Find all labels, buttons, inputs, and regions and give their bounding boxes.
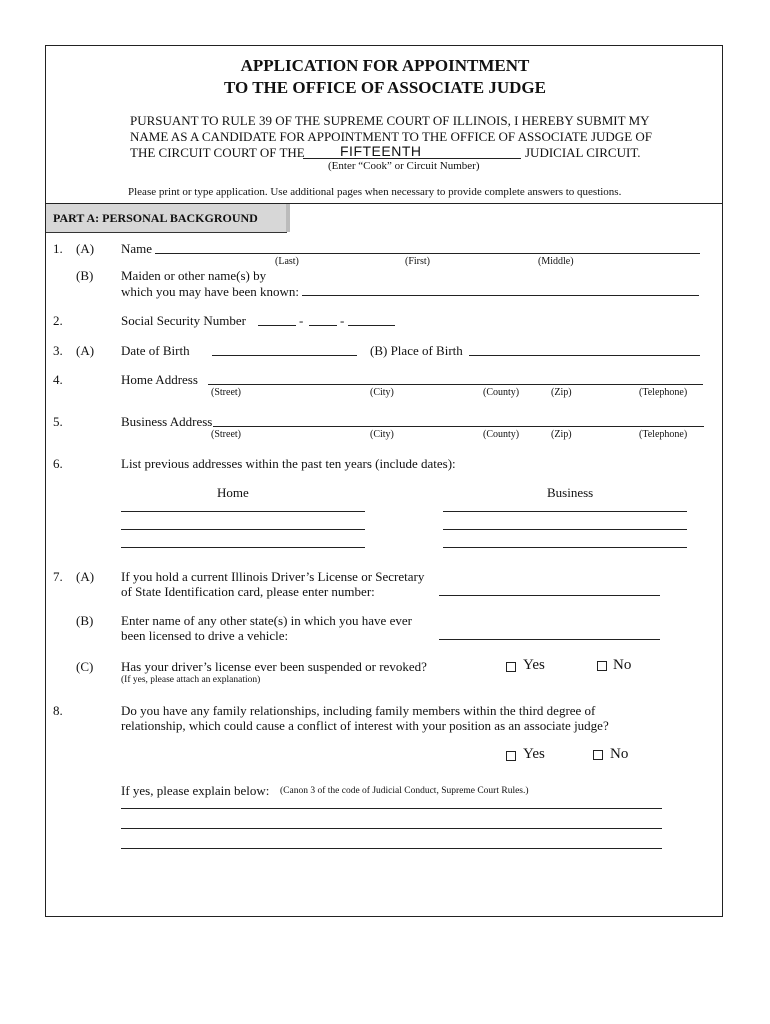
suspended-yes-label: Yes bbox=[523, 657, 545, 673]
q7-b-label: (B) bbox=[76, 613, 94, 628]
other-states-line2: been licensed to drive a vehicle: bbox=[121, 628, 289, 643]
dob-label: Date of Birth bbox=[121, 343, 190, 358]
intro-line1: PURSUANT TO RULE 39 OF THE SUPREME COURT OF ILLINOIS, I HEREBY SUBMIT MY bbox=[130, 113, 650, 128]
home-sub-zip: (Zip) bbox=[551, 387, 572, 398]
previous-addresses-label: List previous addresses within the past ten years (include dates): bbox=[121, 456, 456, 471]
conflict-question-line2: relationship, which could cause a conflict of interest with your position as an associate judge? bbox=[121, 718, 609, 733]
part-a-heading: PART A: PERSONAL BACKGROUND bbox=[53, 211, 258, 225]
previous-business-line-2[interactable] bbox=[443, 529, 687, 530]
q6-number: 6. bbox=[53, 456, 63, 471]
business-sub-zip: (Zip) bbox=[551, 429, 572, 440]
license-number-field[interactable] bbox=[439, 595, 660, 596]
conflict-question-line1: Do you have any family relationships, including family members within the third degree of bbox=[121, 703, 596, 718]
conflict-no-label: No bbox=[610, 746, 629, 762]
name-sub-middle: (Middle) bbox=[538, 256, 574, 267]
explain-label: If yes, please explain below: bbox=[121, 783, 270, 798]
explain-line-2[interactable] bbox=[121, 828, 662, 829]
suspended-question: Has your driver’s license ever been suspended or revoked? bbox=[121, 659, 427, 674]
home-sub-county: (County) bbox=[483, 387, 520, 398]
ssn-field-part2[interactable] bbox=[309, 325, 337, 326]
q1-number: 1. bbox=[53, 241, 63, 256]
business-sub-city: (City) bbox=[370, 429, 394, 440]
q3-a-label: (A) bbox=[76, 343, 95, 358]
pob-field[interactable] bbox=[469, 355, 700, 356]
q1-b-label: (B) bbox=[76, 268, 94, 283]
q5-number: 5. bbox=[53, 414, 63, 429]
suspended-yes-checkbox[interactable] bbox=[506, 662, 516, 672]
instructions: Please print or type application. Use additional pages when necessary to provide complete answers to questions. bbox=[128, 186, 622, 198]
conflict-no-checkbox[interactable] bbox=[593, 750, 603, 760]
license-question-line2: of State Identification card, please enter number: bbox=[121, 584, 375, 599]
other-states-field[interactable] bbox=[439, 639, 660, 640]
intro-line3-suffix: JUDICIAL CIRCUIT. bbox=[525, 145, 641, 160]
name-sub-last: (Last) bbox=[275, 256, 299, 267]
name-sub-first: (First) bbox=[405, 256, 430, 267]
q7-c-label: (C) bbox=[76, 659, 94, 674]
dob-field[interactable] bbox=[212, 355, 357, 356]
q2-number: 2. bbox=[53, 313, 63, 328]
ssn-field-part1[interactable] bbox=[258, 325, 296, 326]
previous-home-line-1[interactable] bbox=[121, 511, 365, 512]
part-a-heading-tab bbox=[286, 204, 290, 232]
license-question-line1: If you hold a current Illinois Driver’s License or Secretary bbox=[121, 569, 425, 584]
home-sub-telephone: (Telephone) bbox=[639, 387, 688, 398]
other-states-line1: Enter name of any other state(s) in which you have ever bbox=[121, 613, 412, 628]
intro-line3-prefix: THE CIRCUIT COURT OF THE bbox=[130, 145, 305, 160]
canon-reference: (Canon 3 of the code of Judicial Conduct, Supreme Court Rules.) bbox=[280, 786, 529, 796]
previous-business-heading: Business bbox=[547, 485, 594, 500]
home-sub-street: (Street) bbox=[211, 387, 241, 398]
q7-number: 7. bbox=[53, 569, 63, 584]
business-address-label: Business Address bbox=[121, 414, 213, 429]
pob-label: (B) Place of Birth bbox=[370, 343, 463, 358]
business-sub-street: (Street) bbox=[211, 429, 241, 440]
ssn-label: Social Security Number bbox=[121, 313, 246, 328]
maiden-label-line2: which you may have been known: bbox=[121, 284, 299, 299]
conflict-yes-label: Yes bbox=[523, 746, 545, 762]
name-field[interactable] bbox=[155, 253, 700, 254]
previous-home-line-3[interactable] bbox=[121, 547, 365, 548]
circuit-hint: (Enter “Cook” or Circuit Number) bbox=[328, 160, 480, 172]
suspended-no-label: No bbox=[613, 657, 632, 673]
ssn-field-part3[interactable] bbox=[348, 325, 395, 326]
business-address-field[interactable] bbox=[213, 426, 704, 427]
conflict-yes-checkbox[interactable] bbox=[506, 751, 516, 761]
previous-home-heading: Home bbox=[217, 485, 249, 500]
form-title-line2: TO THE OFFICE OF ASSOCIATE JUDGE bbox=[224, 78, 546, 97]
previous-home-line-2[interactable] bbox=[121, 529, 365, 530]
q8-number: 8. bbox=[53, 703, 63, 718]
form-title-line1: APPLICATION FOR APPOINTMENT bbox=[240, 56, 530, 75]
explain-line-3[interactable] bbox=[121, 848, 662, 849]
ssn-dash-1: - bbox=[299, 313, 304, 328]
circuit-field-value[interactable]: FIFTEENTH bbox=[340, 143, 422, 159]
previous-business-line-3[interactable] bbox=[443, 547, 687, 548]
intro-line2: NAME AS A CANDIDATE FOR APPOINTMENT TO THE OFFICE OF ASSOCIATE JUDGE OF bbox=[130, 129, 653, 144]
maiden-name-field[interactable] bbox=[302, 295, 699, 296]
explain-line-1[interactable] bbox=[121, 808, 662, 809]
ssn-dash-2: - bbox=[340, 313, 345, 328]
q3-number: 3. bbox=[53, 343, 63, 358]
maiden-label-line1: Maiden or other name(s) by bbox=[121, 268, 267, 283]
home-address-field[interactable] bbox=[208, 384, 703, 385]
business-sub-telephone: (Telephone) bbox=[639, 429, 688, 440]
suspended-note: (If yes, please attach an explanation) bbox=[121, 675, 261, 685]
business-sub-county: (County) bbox=[483, 429, 520, 440]
home-sub-city: (City) bbox=[370, 387, 394, 398]
suspended-no-checkbox[interactable] bbox=[597, 661, 607, 671]
q1-name-label: Name bbox=[121, 241, 153, 256]
q7-a-label: (A) bbox=[76, 569, 95, 584]
q4-number: 4. bbox=[53, 372, 63, 387]
q1-a-label: (A) bbox=[76, 241, 95, 256]
previous-business-line-1[interactable] bbox=[443, 511, 687, 512]
home-address-label: Home Address bbox=[121, 372, 198, 387]
